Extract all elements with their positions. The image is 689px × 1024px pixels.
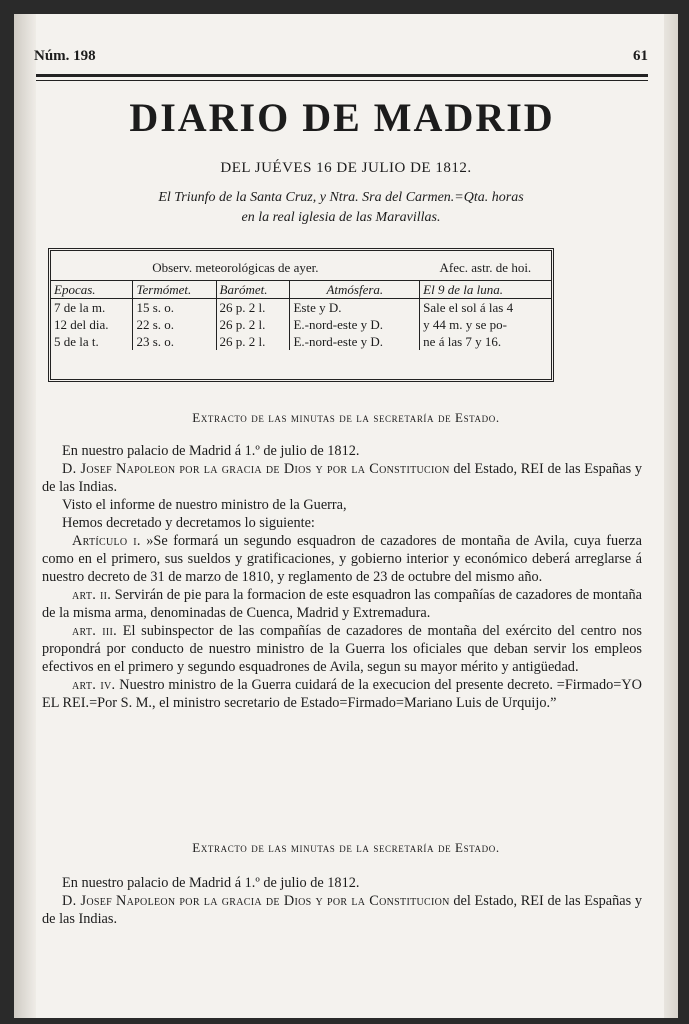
decree-king [42,460,642,496]
article-1-label: Artículo i. [72,533,141,549]
weather-table [48,248,554,382]
newspaper-page [14,14,678,1018]
cell-luna: Sale el sol á las 4 [420,299,551,317]
weather-row [51,316,551,333]
weather-title: Observ. meteorológicas de ayer. [152,260,319,275]
col-barometro: Barómet. [216,281,290,299]
section-body-2 [42,874,642,928]
section-title-2: Extracto de las minutas de la secretaría de Estado. [192,840,500,855]
page-header [34,48,648,65]
cell-baro: 26 p. 2 l. [216,333,290,350]
article-1-text: »Se formará un segundo esquadron de cazadores de montaña de Avila, cuya fuerza como en el primero, sus sueldos y gratificaciones, y gobierno interior y económico deberá arreglarse á nuestro decreto de 31 de marzo de 1810, y reglamento de 23 de octubre del mismo año. [42,533,642,585]
header-rule-thin [36,80,648,81]
king-title-rest: del Estado, REI de las Españas y de las Indias. [42,893,642,927]
issue-number: Núm. 198 [34,48,96,64]
weather-header-row [51,281,551,299]
cell-temp: 15 s. o. [133,299,216,317]
section-body-1 [42,442,642,712]
cell-epoca: 12 del dia. [54,317,109,332]
article-3 [42,622,642,676]
weather-row [51,333,551,350]
cell-baro: 26 p. 2 l. [216,316,290,333]
header-rule [36,74,648,77]
col-luna: El 9 de la luna. [420,281,551,299]
cell-temp: 23 s. o. [133,333,216,350]
article-2-text: Servirán de pie para la formacion de este esquadron las compañías de cazadores de montaña de la misma arma, denominadas de Cuenca, Madrid y Extremadura. [42,587,642,621]
col-atmosfera: Atmósfera. [290,281,420,299]
decree-king [42,892,642,928]
cell-epoca: 5 de la t. [54,334,99,349]
king-title: D. Josef Napoleon por la gracia de Dios y por la Constitucion [62,461,450,477]
cell-luna: ne á las 7 y 16. [420,333,551,350]
weather-row [51,299,551,317]
page-number: 61 [633,48,648,64]
feast-line-2: en la real iglesia de las Maravillas. [241,210,441,225]
cell-atmos: E.-nord-este y D. [290,333,420,350]
king-title: D. Josef Napoleon por la gracia de Dios y por la Constitucion [62,893,450,909]
feast-notice [44,188,638,228]
cell-baro: 26 p. 2 l. [216,299,290,317]
feast-line-1: El Triunfo de la Santa Cruz, y Ntra. Sra del Carmen.=Qta. horas [158,190,524,205]
king-title-rest: del Estado, REI de las Españas y de las Indias. [42,461,642,495]
cell-luna: y 44 m. y se po- [420,316,551,333]
article-2-label: art. ii. [72,587,112,603]
issue-date: DEL JUÉVES 16 DE JULIO DE 1812. [220,160,472,176]
section-title-1: Extracto de las minutas de la secretaría de Estado. [192,410,500,425]
cell-atmos: Este y D. [290,299,420,317]
decree-place-date: En nuestro palacio de Madrid á 1.º de julio de 1812. [62,443,360,459]
decree-hemos: Hemos decretado y decretamos lo siguiente: [62,515,315,531]
decree-visto: Visto el informe de nuestro ministro de la Guerra, [62,497,347,513]
col-termometro: Termómet. [133,281,216,299]
article-3-label: art. iii. [72,623,117,639]
col-epocas: Epocas. [51,281,133,299]
masthead-title: DIARIO DE MADRID [129,95,555,140]
cell-epoca: 7 de la m. [54,300,106,315]
article-4 [42,676,642,712]
article-4-text: Nuestro ministro de la Guerra cuidará de la execucion del presente decreto. =Firmado=YO EL REI.=Por S. M., el ministro secretario de Estado=Firmado=Mariano Luis de Urquijo.” [42,677,643,711]
cell-atmos: E.-nord-este y D. [290,316,420,333]
article-3-text: El subinspector de las compañías de cazadores de montaña del exército del centro nos propondrá por conducto de nuestro ministro de la Guerra los oficiales que deban servir los empleos efectivos en el primero y segundo esquadrones de Avila, segun su mayor mérito y antigüedad. [42,623,642,675]
astro-title: Afec. astr. de hoi. [439,260,532,275]
article-1 [42,532,642,586]
cell-temp: 22 s. o. [133,316,216,333]
decree-place-date: En nuestro palacio de Madrid á 1.º de julio de 1812. [62,875,360,891]
article-4-label: art. iv. [72,677,116,693]
article-2 [42,586,642,622]
